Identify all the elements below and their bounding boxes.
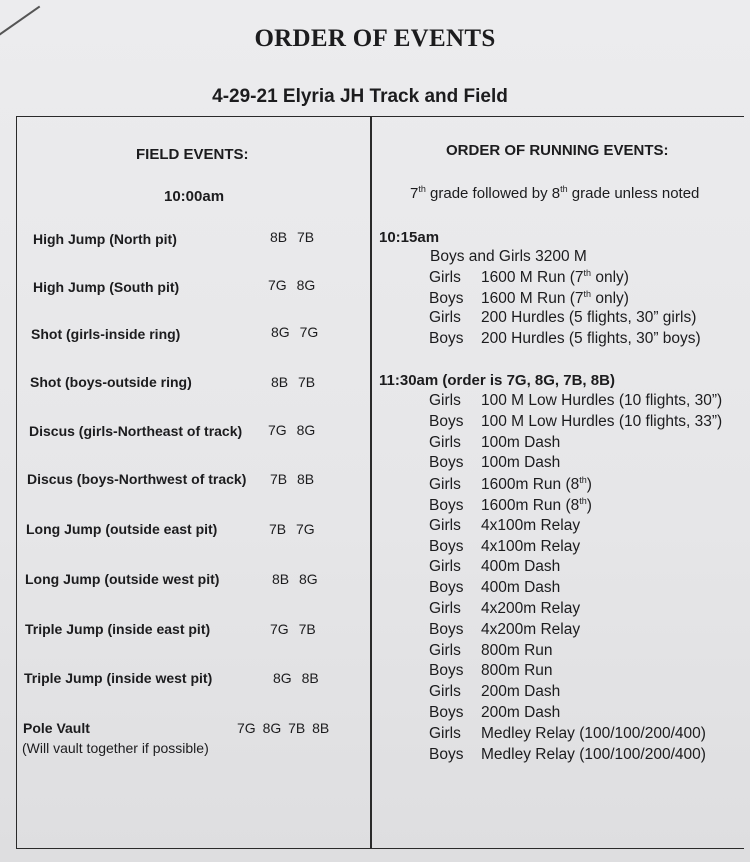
field-event-name: High Jump (North pit) — [33, 231, 177, 247]
gender-label: Girls — [429, 558, 461, 576]
event-label: 100m Dash — [481, 454, 561, 472]
gender-label: Girls — [429, 516, 461, 534]
running-event-row — [429, 434, 560, 452]
gender-label: Boys — [429, 745, 464, 763]
gender-label: Girls — [429, 309, 461, 326]
running-event-row — [429, 268, 629, 287]
field-event-grades: 8B 7B — [270, 229, 315, 245]
event-label: Medley Relay (100/100/200/400) — [481, 724, 706, 742]
gender-label: Girls — [429, 724, 461, 742]
field-event-grades: 7B 8B — [270, 471, 315, 487]
field-event-grades: 8G 8B — [273, 670, 319, 686]
event-label: Medley Relay (100/100/200/400) — [481, 745, 706, 763]
running-event-row — [429, 330, 701, 348]
event-label: 800m Run — [481, 662, 553, 680]
column-divider — [370, 116, 372, 849]
event-label: 4x100m Relay — [481, 516, 581, 534]
event-label-tail: only) — [591, 269, 629, 287]
page-subtitle: 4-29-21 Elyria JH Track and Field — [212, 86, 508, 107]
event-label: 1600 M Run (7 — [481, 289, 584, 307]
running-event-row — [429, 517, 580, 535]
running-event-row — [429, 496, 592, 515]
field-event-name: Discus (girls-Northeast of track) — [29, 423, 243, 439]
running-event-row — [429, 579, 560, 597]
event-label: 1600m Run (8 — [481, 476, 580, 494]
event-label: 100 M Low Hurdles (10 flights, 33”) — [481, 412, 723, 430]
field-events-time: 10:00am — [164, 188, 225, 205]
gender-label: Girls — [429, 476, 461, 494]
field-event-grades: 7B 7G — [269, 521, 315, 537]
event-label: 1600 M Run (7 — [481, 269, 584, 287]
field-event-grades: 7G 7B — [270, 621, 316, 637]
field-event-grades: 8B 8G — [272, 571, 318, 587]
running-event-row — [429, 289, 629, 308]
field-event-grades: 8B 7B — [271, 374, 316, 390]
event-label: 800m Run — [481, 641, 553, 659]
event-label: 400m Dash — [481, 579, 561, 597]
gender-label: Boys — [429, 454, 464, 472]
running-event-row — [429, 642, 553, 660]
gender-label: Girls — [429, 683, 461, 701]
event-label: 4x200m Relay — [481, 600, 581, 617]
field-event-name: Pole Vault — [23, 720, 90, 736]
running-event-row — [429, 704, 560, 722]
event-label-tail: only) — [591, 289, 629, 307]
event-label: 400m Dash — [481, 558, 561, 576]
field-event-name: High Jump (South pit) — [33, 279, 180, 295]
running-event-row — [429, 309, 696, 327]
field-event-name: Triple Jump (inside west pit) — [24, 670, 213, 686]
running-event-row — [429, 683, 560, 701]
field-event-name: Long Jump (outside east pit) — [26, 521, 218, 537]
running-event-row — [429, 538, 580, 556]
field-events-header: FIELD EVENTS: — [136, 146, 249, 163]
gender-label: Girls — [429, 641, 461, 659]
gender-label: Girls — [429, 433, 461, 451]
gender-label: Boys — [429, 329, 464, 347]
event-label: 200m Dash — [481, 704, 561, 721]
field-event-grades: 7G 8G 7B 8B — [237, 720, 330, 736]
ordinal-suffix: th — [583, 268, 592, 278]
event-label: 200 Hurdles (5 flights, 30” girls) — [481, 309, 697, 326]
running-event-row — [429, 413, 722, 431]
event-label: 4x200m Relay — [481, 620, 581, 638]
gender-label: Girls — [429, 600, 461, 617]
session-time: 11:30am (order is 7G, 8G, 7B, 8B) — [379, 372, 615, 389]
gender-label: Boys — [429, 289, 464, 307]
running-event-row — [429, 392, 722, 410]
event-label: 200 Hurdles (5 flights, 30” boys) — [481, 329, 701, 347]
grade-order-note: 7th grade followed by 8th grade unless noted — [410, 184, 700, 202]
event-label: 100 M Low Hurdles (10 flights, 30”) — [481, 392, 723, 409]
pole-vault-note: (Will vault together if possible) — [22, 740, 209, 756]
gender-label: Boys — [429, 537, 464, 555]
field-event-grades: 7G 8G — [268, 277, 316, 293]
gender-label: Boys — [429, 497, 464, 515]
gender-label: Boys — [429, 579, 464, 597]
running-event-row — [429, 746, 706, 764]
field-event-name: Long Jump (outside west pit) — [25, 571, 220, 587]
running-event-row — [429, 725, 706, 743]
field-event-name: Discus (boys-Northwest of track) — [27, 471, 247, 487]
event-label-tail: ) — [586, 497, 592, 515]
event-label: 200m Dash — [481, 683, 561, 701]
field-event-grades: 8G 7G — [271, 324, 319, 340]
running-event-row — [429, 621, 580, 639]
gender-label: Boys — [429, 704, 464, 721]
event-label: 4x100m Relay — [481, 537, 581, 555]
running-events-header: ORDER OF RUNNING EVENTS: — [446, 142, 669, 159]
gender-label: Girls — [429, 269, 461, 287]
page-title: ORDER OF EVENTS — [254, 25, 496, 52]
event-label: 1600m Run (8 — [481, 497, 580, 515]
running-event-row: Boys and Girls 3200 M — [430, 248, 587, 265]
event-label: 100m Dash — [481, 433, 561, 451]
event-label-tail: ) — [586, 476, 592, 494]
field-event-name: Shot (boys-outside ring) — [30, 374, 192, 390]
gender-label: Boys — [429, 662, 464, 680]
field-event-name: Shot (girls-inside ring) — [31, 326, 181, 342]
running-event-row — [429, 475, 592, 494]
field-event-grades: 7G 8G — [268, 422, 316, 438]
gender-label: Boys — [429, 412, 464, 430]
session-time: 10:15am — [379, 229, 440, 246]
field-event-name: Triple Jump (inside east pit) — [25, 621, 211, 637]
running-event-row — [429, 558, 560, 576]
running-event-row — [429, 662, 553, 680]
ordinal-suffix: th — [583, 288, 592, 299]
ordinal-suffix: th — [579, 475, 587, 486]
running-event-row — [429, 600, 580, 618]
running-event-row — [429, 454, 560, 472]
ordinal-suffix: th — [579, 496, 587, 506]
gender-label: Girls — [429, 392, 461, 409]
gender-label: Boys — [429, 620, 464, 638]
